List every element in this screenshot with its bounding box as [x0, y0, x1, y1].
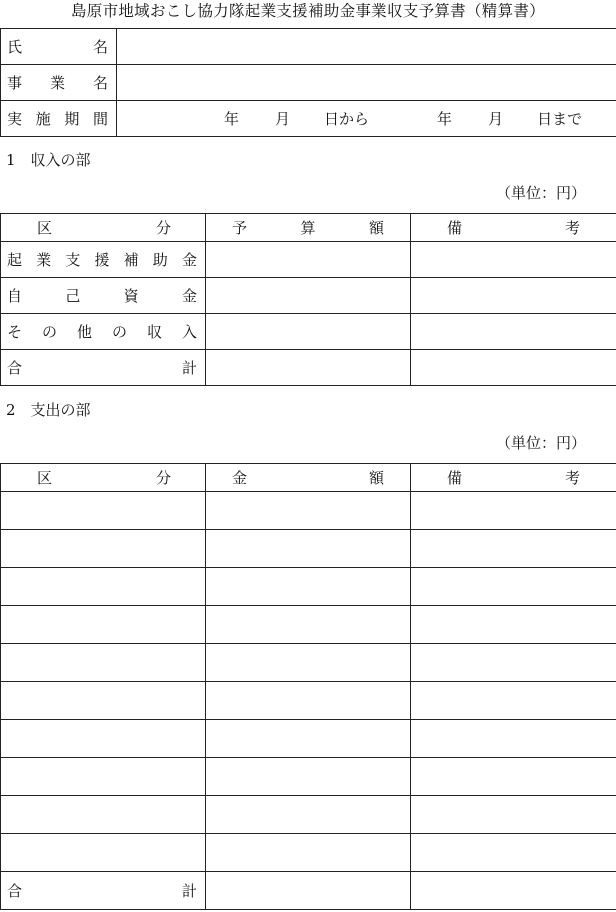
expense-amount-cell[interactable]: [206, 682, 411, 720]
expense-amount-cell[interactable]: [206, 834, 411, 872]
table-row: [1, 492, 616, 530]
expense-table: [0, 463, 616, 910]
expense-amount-cell[interactable]: [206, 872, 411, 910]
expense-item-cell[interactable]: [1, 720, 206, 758]
income-note-cell[interactable]: [411, 350, 616, 386]
table-row: [1, 872, 616, 910]
expense-unit: （単位：円）: [495, 434, 586, 452]
expense-note-cell[interactable]: [411, 834, 616, 872]
period-end-month: 月: [488, 110, 504, 128]
income-table: [0, 213, 616, 386]
income-heading: 1 収入の部: [6, 151, 91, 169]
expense-item-cell[interactable]: [1, 492, 206, 530]
expense-item-cell[interactable]: [1, 758, 206, 796]
expense-header-row: [1, 464, 616, 492]
income-header-biko: 備 考: [447, 219, 580, 237]
income-amount-cell[interactable]: [206, 314, 411, 350]
document-title: 島原市地域おこし協力隊起業支援補助金事業収支予算書（精算書）: [70, 2, 545, 20]
expense-note-cell[interactable]: [411, 682, 616, 720]
name-field[interactable]: [117, 29, 616, 65]
expense-note-cell[interactable]: [411, 644, 616, 682]
expense-item-cell[interactable]: [1, 834, 206, 872]
expense-amount-cell[interactable]: [206, 644, 411, 682]
period-start-month: 月: [275, 110, 291, 128]
period-end-day: 日まで: [537, 110, 583, 128]
expense-amount-cell[interactable]: [206, 530, 411, 568]
expense-note-cell[interactable]: [411, 758, 616, 796]
table-row: [1, 314, 616, 350]
income-unit: （単位：円）: [495, 184, 586, 202]
table-row: [1, 796, 616, 834]
income-note-cell[interactable]: [411, 278, 616, 314]
table-row: [1, 758, 616, 796]
expense-note-cell[interactable]: [411, 530, 616, 568]
expense-item-cell[interactable]: [1, 796, 206, 834]
income-header-yosan: 予 算 額: [232, 219, 384, 237]
project-row: [1, 65, 616, 101]
expense-row-total-label: 合 計: [7, 882, 197, 900]
expense-heading: 2 支出の部: [6, 401, 91, 419]
income-amount-cell[interactable]: [206, 242, 411, 278]
income-note-cell[interactable]: [411, 314, 616, 350]
expense-amount-cell[interactable]: [206, 568, 411, 606]
period-field[interactable]: [117, 101, 616, 137]
expense-header-biko: 備 考: [447, 469, 580, 487]
period-start-year: 年: [224, 110, 240, 128]
period-end-year: 年: [437, 110, 453, 128]
period-row: [1, 101, 616, 137]
table-row: [1, 682, 616, 720]
expense-header-kubun: 区 分: [37, 469, 171, 487]
info-table: [0, 28, 616, 137]
expense-note-cell[interactable]: [411, 606, 616, 644]
expense-note-cell[interactable]: [411, 720, 616, 758]
table-row: [1, 606, 616, 644]
income-amount-cell[interactable]: [206, 278, 411, 314]
expense-header-kingaku: 金 額: [232, 469, 384, 487]
table-row: [1, 278, 616, 314]
table-row: [1, 720, 616, 758]
expense-amount-cell[interactable]: [206, 492, 411, 530]
expense-note-cell[interactable]: [411, 796, 616, 834]
income-row-subsidy-label: 起 業 支 援 補 助 金: [7, 251, 197, 269]
table-row: [1, 242, 616, 278]
table-row: [1, 350, 616, 386]
income-amount-cell[interactable]: [206, 350, 411, 386]
expense-amount-cell[interactable]: [206, 758, 411, 796]
expense-item-cell[interactable]: [1, 606, 206, 644]
expense-item-cell[interactable]: [1, 568, 206, 606]
expense-item-cell[interactable]: [1, 682, 206, 720]
expense-note-cell[interactable]: [411, 492, 616, 530]
project-field[interactable]: [117, 65, 616, 101]
income-row-own-funds-label: 自 己 資 金: [7, 287, 197, 305]
income-note-cell[interactable]: [411, 242, 616, 278]
table-row: [1, 530, 616, 568]
expense-note-cell[interactable]: [411, 872, 616, 910]
income-header-kubun: 区 分: [37, 219, 171, 237]
expense-note-cell[interactable]: [411, 568, 616, 606]
expense-amount-cell[interactable]: [206, 606, 411, 644]
period-start-day: 日から: [324, 110, 370, 128]
table-row: [1, 568, 616, 606]
name-label: 氏 名: [7, 38, 108, 56]
name-row: [1, 29, 616, 65]
project-label: 事 業 名: [7, 74, 108, 92]
expense-item-cell[interactable]: [1, 644, 206, 682]
expense-amount-cell[interactable]: [206, 796, 411, 834]
table-row: [1, 644, 616, 682]
income-row-total-label: 合 計: [7, 359, 197, 377]
table-row: [1, 834, 616, 872]
income-row-other-label: そ の 他 の 収 入: [7, 323, 197, 341]
income-header-row: [1, 214, 616, 242]
expense-item-cell[interactable]: [1, 530, 206, 568]
expense-amount-cell[interactable]: [206, 720, 411, 758]
period-label: 実 施 期 間: [7, 110, 108, 128]
